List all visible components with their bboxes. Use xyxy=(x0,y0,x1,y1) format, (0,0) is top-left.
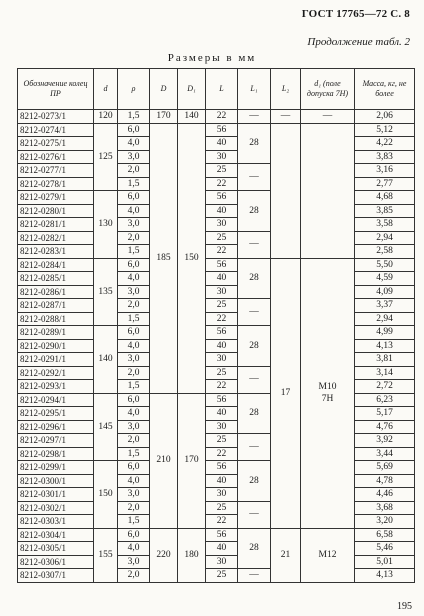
cell-L: 22 xyxy=(206,515,238,529)
cell-rho: 1,5 xyxy=(118,380,150,394)
cell-L: 56 xyxy=(206,393,238,407)
cell-d1: M12 xyxy=(301,528,355,582)
cell-m: 2,77 xyxy=(355,177,415,191)
cell-L1: 28 xyxy=(238,393,271,434)
table-row xyxy=(18,299,415,313)
cell-L: 56 xyxy=(206,326,238,340)
table-row xyxy=(18,339,415,353)
cell-D: 220 xyxy=(150,528,178,582)
cell-des: 8212-0281/1 xyxy=(18,218,94,232)
cell-d1 xyxy=(301,137,355,151)
cell-des: 8212-0276/1 xyxy=(18,150,94,164)
table-row xyxy=(18,123,415,137)
cell-des: 8212-0293/1 xyxy=(18,380,94,394)
cell-L: 30 xyxy=(206,555,238,569)
cell-L2 xyxy=(271,137,301,151)
cell-m: 2,94 xyxy=(355,231,415,245)
cell-rho: 1,5 xyxy=(118,110,150,124)
cell-m: 5,17 xyxy=(355,407,415,421)
cell-rho: 3,0 xyxy=(118,285,150,299)
cell-L1: 28 xyxy=(238,461,271,502)
cell-des: 8212-0286/1 xyxy=(18,285,94,299)
table-row xyxy=(18,150,415,164)
cell-m: 6,58 xyxy=(355,528,415,542)
table-row xyxy=(18,407,415,421)
cell-m: 3,83 xyxy=(355,150,415,164)
cell-m: 5,01 xyxy=(355,555,415,569)
cell-rho: 1,5 xyxy=(118,312,150,326)
cell-L: 40 xyxy=(206,542,238,556)
cell-d1 xyxy=(301,150,355,164)
cell-m: 4,78 xyxy=(355,474,415,488)
cell-rho: 4,0 xyxy=(118,474,150,488)
cell-L: 25 xyxy=(206,299,238,313)
cell-m: 2,94 xyxy=(355,312,415,326)
table-row xyxy=(18,204,415,218)
cell-d1 xyxy=(301,123,355,137)
cell-rho: 2,0 xyxy=(118,569,150,583)
cell-rho: 2,0 xyxy=(118,366,150,380)
cell-L2: — xyxy=(271,110,301,124)
cell-rho: 1,5 xyxy=(118,447,150,461)
cell-L: 25 xyxy=(206,434,238,448)
table-row xyxy=(18,447,415,461)
cell-rho: 6,0 xyxy=(118,191,150,205)
cell-rho: 6,0 xyxy=(118,123,150,137)
cell-D: 185 xyxy=(150,123,178,393)
cell-rho: 6,0 xyxy=(118,326,150,340)
cell-L: 22 xyxy=(206,447,238,461)
cell-des: 8212-0283/1 xyxy=(18,245,94,259)
page-header: ГОСТ 17765—72 С. 8 xyxy=(301,8,410,20)
cell-des: 8212-0292/1 xyxy=(18,366,94,380)
dimensions-table xyxy=(17,68,415,583)
cell-des: 8212-0287/1 xyxy=(18,299,94,313)
cell-des: 8212-0306/1 xyxy=(18,555,94,569)
cell-D: 210 xyxy=(150,393,178,528)
cell-m: 3,81 xyxy=(355,353,415,367)
cell-L1: — xyxy=(238,299,271,326)
cell-m: 2,06 xyxy=(355,110,415,124)
cell-L2 xyxy=(271,150,301,164)
cell-des: 8212-0297/1 xyxy=(18,434,94,448)
table-row xyxy=(18,245,415,259)
cell-L: 22 xyxy=(206,110,238,124)
col-D: D xyxy=(150,69,178,110)
cell-des: 8212-0302/1 xyxy=(18,501,94,515)
cell-L: 30 xyxy=(206,150,238,164)
cell-rho: 3,0 xyxy=(118,218,150,232)
cell-L: 25 xyxy=(206,231,238,245)
cell-m: 4,68 xyxy=(355,191,415,205)
cell-L1: — xyxy=(238,164,271,191)
cell-rho: 1,5 xyxy=(118,245,150,259)
cell-des: 8212-0300/1 xyxy=(18,474,94,488)
table-row xyxy=(18,258,415,272)
page-number: 195 xyxy=(397,601,412,612)
table-row xyxy=(18,501,415,515)
cell-D1: 140 xyxy=(178,110,206,124)
cell-L: 30 xyxy=(206,353,238,367)
cell-d1 xyxy=(301,245,355,259)
table-row xyxy=(18,569,415,583)
cell-L2: 17 xyxy=(271,258,301,528)
cell-m: 5,46 xyxy=(355,542,415,556)
cell-des: 8212-0296/1 xyxy=(18,420,94,434)
cell-m: 4,99 xyxy=(355,326,415,340)
cell-d1 xyxy=(301,218,355,232)
cell-m: 4,46 xyxy=(355,488,415,502)
col-designation: Обозначение колец ПР xyxy=(18,69,94,110)
cell-L: 40 xyxy=(206,137,238,151)
cell-m: 6,23 xyxy=(355,393,415,407)
cell-L: 22 xyxy=(206,177,238,191)
cell-L: 40 xyxy=(206,272,238,286)
cell-L: 40 xyxy=(206,339,238,353)
cell-L1: — xyxy=(238,569,271,583)
cell-m: 3,37 xyxy=(355,299,415,313)
col-d: d xyxy=(94,69,118,110)
cell-L: 25 xyxy=(206,569,238,583)
table-row xyxy=(18,393,415,407)
table-row xyxy=(18,272,415,286)
cell-d: 145 xyxy=(94,393,118,461)
cell-rho: 4,0 xyxy=(118,542,150,556)
cell-des: 8212-0282/1 xyxy=(18,231,94,245)
cell-des: 8212-0301/1 xyxy=(18,488,94,502)
cell-L: 40 xyxy=(206,407,238,421)
cell-d: 125 xyxy=(94,123,118,191)
cell-d1 xyxy=(301,177,355,191)
cell-m: 4,22 xyxy=(355,137,415,151)
cell-rho: 2,0 xyxy=(118,434,150,448)
cell-L: 56 xyxy=(206,191,238,205)
table-row xyxy=(18,326,415,340)
table-row xyxy=(18,366,415,380)
cell-D: 170 xyxy=(150,110,178,124)
cell-des: 8212-0307/1 xyxy=(18,569,94,583)
cell-m: 4,13 xyxy=(355,339,415,353)
cell-des: 8212-0277/1 xyxy=(18,164,94,178)
cell-L1: — xyxy=(238,434,271,461)
cell-rho: 4,0 xyxy=(118,204,150,218)
col-L: L xyxy=(206,69,238,110)
cell-L1: 28 xyxy=(238,191,271,232)
cell-des: 8212-0284/1 xyxy=(18,258,94,272)
cell-d: 120 xyxy=(94,110,118,124)
table-row xyxy=(18,461,415,475)
cell-d: 155 xyxy=(94,528,118,582)
cell-L1: — xyxy=(238,366,271,393)
cell-des: 8212-0295/1 xyxy=(18,407,94,421)
table-row xyxy=(18,488,415,502)
cell-L2 xyxy=(271,191,301,205)
cell-L: 30 xyxy=(206,488,238,502)
cell-d1 xyxy=(301,204,355,218)
cell-m: 4,13 xyxy=(355,569,415,583)
cell-des: 8212-0273/1 xyxy=(18,110,94,124)
cell-rho: 3,0 xyxy=(118,150,150,164)
table-row xyxy=(18,353,415,367)
cell-L: 56 xyxy=(206,528,238,542)
cell-rho: 2,0 xyxy=(118,164,150,178)
cell-rho: 4,0 xyxy=(118,137,150,151)
cell-d: 150 xyxy=(94,461,118,529)
cell-L1: 28 xyxy=(238,123,271,164)
cell-L2 xyxy=(271,164,301,178)
cell-des: 8212-0294/1 xyxy=(18,393,94,407)
cell-m: 3,16 xyxy=(355,164,415,178)
continuation-note: Продолжение табл. 2 xyxy=(307,36,410,48)
cell-m: 3,68 xyxy=(355,501,415,515)
col-mass: Масса, кг, не более xyxy=(355,69,415,110)
table-row xyxy=(18,542,415,556)
table-row xyxy=(18,555,415,569)
col-L1: L₁ xyxy=(238,69,271,110)
cell-m: 3,44 xyxy=(355,447,415,461)
cell-d: 140 xyxy=(94,326,118,394)
cell-d1: — xyxy=(301,110,355,124)
cell-rho: 3,0 xyxy=(118,555,150,569)
cell-L1: — xyxy=(238,501,271,528)
col-D1: D₁ xyxy=(178,69,206,110)
cell-m: 5,69 xyxy=(355,461,415,475)
cell-L: 56 xyxy=(206,258,238,272)
cell-m: 3,85 xyxy=(355,204,415,218)
cell-rho: 4,0 xyxy=(118,407,150,421)
cell-L2 xyxy=(271,177,301,191)
table-row xyxy=(18,434,415,448)
cell-m: 4,09 xyxy=(355,285,415,299)
table-body xyxy=(18,110,415,583)
cell-rho: 3,0 xyxy=(118,488,150,502)
cell-L: 30 xyxy=(206,218,238,232)
cell-des: 8212-0280/1 xyxy=(18,204,94,218)
cell-m: 2,72 xyxy=(355,380,415,394)
cell-D1: 150 xyxy=(178,123,206,393)
cell-des: 8212-0275/1 xyxy=(18,137,94,151)
cell-des: 8212-0290/1 xyxy=(18,339,94,353)
cell-m: 3,58 xyxy=(355,218,415,232)
cell-L: 30 xyxy=(206,285,238,299)
cell-des: 8212-0305/1 xyxy=(18,542,94,556)
cell-des: 8212-0288/1 xyxy=(18,312,94,326)
cell-L: 40 xyxy=(206,474,238,488)
cell-m: 5,12 xyxy=(355,123,415,137)
cell-L2 xyxy=(271,245,301,259)
cell-des: 8212-0299/1 xyxy=(18,461,94,475)
cell-rho: 2,0 xyxy=(118,501,150,515)
table-row xyxy=(18,110,415,124)
table-row xyxy=(18,177,415,191)
cell-d1 xyxy=(301,231,355,245)
cell-des: 8212-0298/1 xyxy=(18,447,94,461)
cell-rho: 2,0 xyxy=(118,299,150,313)
cell-L1: — xyxy=(238,231,271,258)
table-row xyxy=(18,528,415,542)
cell-D1: 180 xyxy=(178,528,206,582)
cell-L2 xyxy=(271,231,301,245)
table-row xyxy=(18,515,415,529)
cell-d1 xyxy=(301,191,355,205)
cell-L: 56 xyxy=(206,461,238,475)
cell-L: 25 xyxy=(206,366,238,380)
table-row xyxy=(18,285,415,299)
cell-des: 8212-0274/1 xyxy=(18,123,94,137)
cell-d: 135 xyxy=(94,258,118,326)
table-row xyxy=(18,218,415,232)
cell-rho: 1,5 xyxy=(118,515,150,529)
cell-L1: 28 xyxy=(238,258,271,299)
cell-rho: 6,0 xyxy=(118,528,150,542)
cell-des: 8212-0291/1 xyxy=(18,353,94,367)
cell-des: 8212-0304/1 xyxy=(18,528,94,542)
table-header-row xyxy=(18,69,415,110)
table-row xyxy=(18,420,415,434)
cell-m: 3,20 xyxy=(355,515,415,529)
cell-rho: 3,0 xyxy=(118,353,150,367)
col-L2: L₂ xyxy=(271,69,301,110)
col-d1: d₁ (поле допуска 7H) xyxy=(301,69,355,110)
col-rho: ρ xyxy=(118,69,150,110)
cell-L2 xyxy=(271,123,301,137)
cell-rho: 2,0 xyxy=(118,231,150,245)
cell-des: 8212-0279/1 xyxy=(18,191,94,205)
table-row xyxy=(18,312,415,326)
cell-L: 56 xyxy=(206,123,238,137)
cell-m: 2,58 xyxy=(355,245,415,259)
table-caption: Размеры в мм xyxy=(167,52,257,64)
cell-rho: 1,5 xyxy=(118,177,150,191)
cell-rho: 6,0 xyxy=(118,258,150,272)
table-row xyxy=(18,474,415,488)
cell-des: 8212-0278/1 xyxy=(18,177,94,191)
cell-D1: 170 xyxy=(178,393,206,528)
cell-rho: 4,0 xyxy=(118,339,150,353)
cell-L2 xyxy=(271,218,301,232)
cell-L: 22 xyxy=(206,245,238,259)
cell-L2: 21 xyxy=(271,528,301,582)
cell-d: 130 xyxy=(94,191,118,259)
cell-L: 25 xyxy=(206,164,238,178)
cell-L: 30 xyxy=(206,420,238,434)
cell-des: 8212-0289/1 xyxy=(18,326,94,340)
cell-rho: 6,0 xyxy=(118,393,150,407)
cell-L: 22 xyxy=(206,312,238,326)
cell-L: 25 xyxy=(206,501,238,515)
cell-rho: 3,0 xyxy=(118,420,150,434)
cell-des: 8212-0285/1 xyxy=(18,272,94,286)
cell-rho: 4,0 xyxy=(118,272,150,286)
cell-m: 3,14 xyxy=(355,366,415,380)
cell-d1: M10 7H xyxy=(301,258,355,528)
table-row xyxy=(18,164,415,178)
cell-L: 22 xyxy=(206,380,238,394)
cell-m: 5,50 xyxy=(355,258,415,272)
cell-L: 40 xyxy=(206,204,238,218)
cell-L1: — xyxy=(238,110,271,124)
cell-m: 3,92 xyxy=(355,434,415,448)
cell-L1: 28 xyxy=(238,528,271,569)
table-row xyxy=(18,137,415,151)
table-row xyxy=(18,191,415,205)
table-row xyxy=(18,231,415,245)
cell-d1 xyxy=(301,164,355,178)
cell-L2 xyxy=(271,204,301,218)
cell-rho: 6,0 xyxy=(118,461,150,475)
cell-des: 8212-0303/1 xyxy=(18,515,94,529)
cell-m: 4,59 xyxy=(355,272,415,286)
cell-L1: 28 xyxy=(238,326,271,367)
table-row xyxy=(18,380,415,394)
cell-m: 4,76 xyxy=(355,420,415,434)
